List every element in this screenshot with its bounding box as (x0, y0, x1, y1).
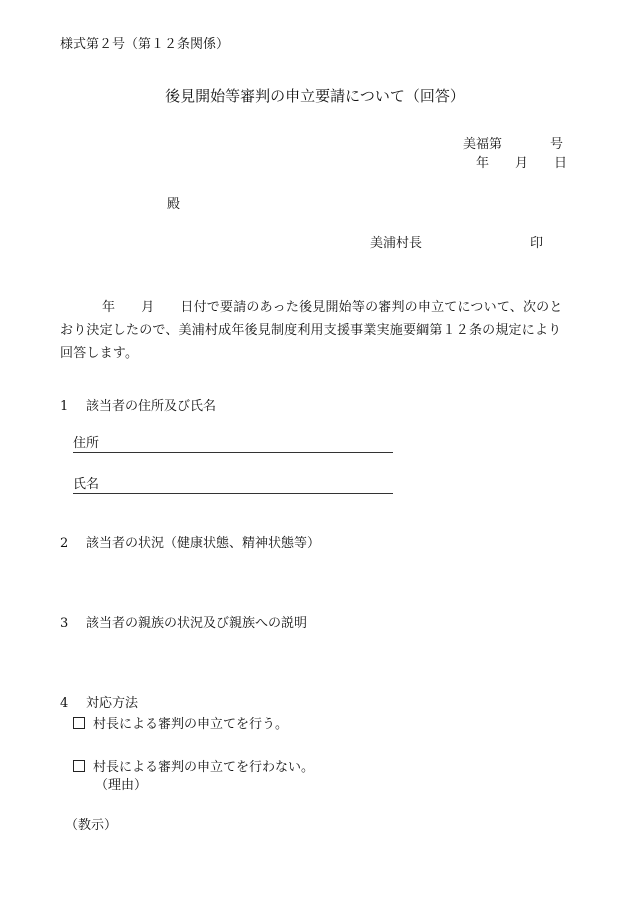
section-1-heading (60, 400, 216, 413)
body-year: 年 (102, 300, 116, 315)
date-year: 年 (476, 156, 490, 171)
section-number: 1 (60, 399, 69, 414)
issue-date (476, 157, 567, 170)
section-title: 対応方法 (86, 696, 139, 711)
section-title: 該当者の親族の状況及び親族への説明 (86, 616, 308, 631)
name-field[interactable] (73, 478, 393, 494)
section-title: 該当者の住所及び氏名 (86, 399, 217, 414)
notice-label: （教示） (65, 818, 118, 833)
section-number: 3 (60, 616, 69, 631)
section-3-heading (60, 617, 307, 630)
sender-title: 美浦村長 (370, 236, 423, 251)
section-number: 4 (60, 696, 69, 711)
document-title: 後見開始等審判の申立要請について（回答） (165, 87, 465, 105)
form-id: 様式第２号（第１２条関係） (60, 37, 230, 52)
option-file-petition[interactable] (73, 717, 288, 731)
date-month: 月 (515, 156, 529, 171)
reference-prefix: 美福第 (463, 137, 503, 152)
body-text: 日付で要請のあった後見開始等の審判の申立てについて、次のとおり決定したので、美浦村成年後見制度利用支援事業実施要綱第１２条の規定により回答します。 (60, 300, 563, 361)
reference-suffix: 号 (550, 137, 564, 152)
option-label: 村長による審判の申立てを行わない。 (93, 760, 315, 775)
reference-number (463, 138, 563, 151)
date-day: 日 (554, 156, 568, 171)
section-number: 2 (60, 536, 69, 551)
section-4-heading (60, 697, 138, 710)
address-field[interactable] (73, 437, 393, 453)
body-month: 月 (141, 300, 155, 315)
option-label: 村長による審判の申立てを行う。 (93, 717, 289, 732)
addressee-honorific: 殿 (167, 197, 181, 212)
section-title: 該当者の状況（健康状態、精神状態等） (86, 536, 321, 551)
address-label: 住所 (73, 436, 100, 451)
name-label: 氏名 (73, 477, 100, 492)
section-2-heading (60, 537, 320, 550)
seal-mark: 印 (530, 236, 544, 251)
body-paragraph (60, 296, 572, 365)
option-no-petition[interactable] (73, 760, 314, 774)
checkbox[interactable] (73, 717, 85, 729)
reason-label: （理由） (95, 778, 148, 793)
checkbox[interactable] (73, 760, 85, 772)
